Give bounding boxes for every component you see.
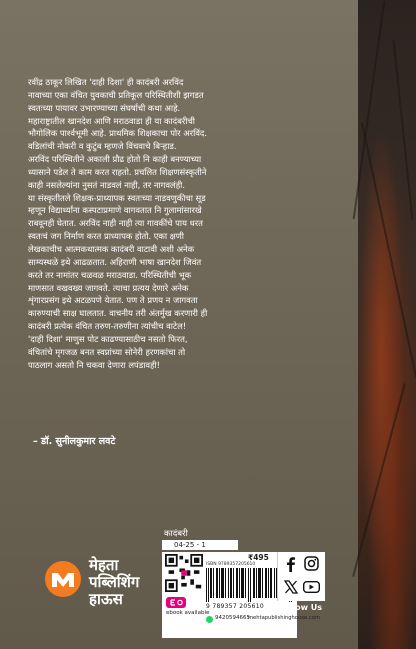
cover-spine-artwork bbox=[358, 0, 416, 649]
follow-us-label: Follow Us bbox=[279, 603, 323, 612]
publisher-name-line: हाऊस bbox=[89, 590, 123, 608]
blurb-line: लेखकाचीच आत्मकथात्मक कादंबरी वाटावी अशी अनेक bbox=[28, 243, 195, 254]
whatsapp-icon bbox=[206, 616, 213, 623]
price-label: ₹495 bbox=[248, 553, 269, 562]
blurb-line: माणसात वखवख्य जागवते. त्याचा प्रत्यय देणारे अनेक bbox=[28, 282, 189, 293]
blurb-line: म्हणून विद्यार्थ्यांना कस्पटाप्रमाणे वागवतात नि गुलामांसारखे bbox=[28, 205, 202, 216]
blurb-line: पाठलाग असतो नि चकवा देणारा लपंडावही! bbox=[28, 359, 161, 370]
blurb-line: स्वतःचं जग निर्माण करत प्राध्यापक होतो. एका क्षणी bbox=[28, 231, 184, 242]
blurb-line: कादंबरी प्रत्येक वंचित तरुण-तरुणीना त्यांचीच वाटेल! bbox=[28, 321, 187, 332]
blurb-line: वंचितांचे मृगजळ बनत स्वप्नांच्या सोनेरी हरणकांचा तो bbox=[28, 346, 186, 357]
isbn-number: 9 789357 205610 bbox=[206, 603, 264, 610]
blurb-line: या संस्कृतीतले शिक्षक-प्राध्यापक स्वतःच्या नाडवणुकीचा सूड bbox=[28, 192, 206, 203]
blurb-line: शृंगारप्रसंग इथे अटळपणे येतात. पण ते प्रणय न जागवता bbox=[28, 295, 198, 306]
print-code: 04-25 - 1 bbox=[162, 540, 238, 550]
phone-number: 9420594665 bbox=[215, 615, 250, 621]
social-icons-panel bbox=[277, 552, 325, 601]
qr-code-icon bbox=[165, 554, 203, 592]
blurb-line: राबवूनही घेतात. अरविंद नाही नाही त्या गावकींचे पाय धरत bbox=[28, 218, 203, 229]
blurb-line: काही नसलेल्यांना नुसतं नाडवलं नाही, तर नागवलंही. bbox=[28, 179, 186, 190]
isbn-text: ISBN 9789357205610 bbox=[206, 562, 256, 567]
genre-label: कादंबरी bbox=[164, 529, 188, 539]
blurb-line: साम्यस्थळे इथे आढळतात. अहिराणी भाषा खानदेश जिवंत bbox=[28, 256, 202, 267]
blurb-line: 'दाही दिशा' माणुस पोट काढण्यासाठीच नसतो फिरत, bbox=[28, 333, 188, 344]
blurb-line: वडिलांची नोकरी व कुटुंब म्हणजे विंचवाचे बिऱ्हाड. bbox=[28, 141, 177, 152]
x-icon[interactable] bbox=[284, 580, 298, 594]
blurb-line: ध्यासाने पडेल ते काम करत राहतो. प्रचलित शिक्षणसंस्कृतीने bbox=[28, 166, 207, 177]
publisher-logo-icon bbox=[43, 560, 83, 600]
blurb-line: कारुण्याची साक्ष घालतात. वाचनीय तरी अंतर्मुख करणारी ही bbox=[28, 308, 208, 319]
blurb-line: महाराष्ट्रातील खानदेश आणि मराठवाडा ही या कादंबरीची bbox=[28, 115, 195, 126]
facebook-icon[interactable] bbox=[284, 556, 298, 572]
blurb-line: नावाच्या एका वंचित युवकाची प्रतिकूल परिस्थितीशी झगडत bbox=[28, 89, 204, 100]
blurb-line: भौगोलिक पार्श्वभूमी आहे. प्राथमिक शिक्षकाचा पोर अरविंद. bbox=[28, 128, 208, 139]
blurb-line: रवींद्र ठाकूर लिखित 'दाही दिशा' ही कादंबरी अरविंद bbox=[28, 77, 184, 87]
ebook-icon bbox=[166, 597, 186, 608]
website-url: mehtapublishinghouse.com bbox=[248, 615, 320, 621]
blurb-line: करते तर नामांतर चळवळ मराठवाडा. परिस्थितीची भूक bbox=[28, 269, 192, 280]
blurb-line: स्वतःच्या पायावर उभारण्याच्या संघर्षाची कथा आहे. bbox=[28, 102, 181, 113]
publisher-name bbox=[89, 557, 139, 608]
publisher-name-line: मेहता bbox=[89, 556, 119, 574]
publisher-name-line: पब्लिशिंग bbox=[89, 573, 140, 591]
blurb-line: अरविंद परिस्थितीने अकाली प्रौढ होतो नि काही बनण्याच्या bbox=[28, 154, 202, 165]
author-signature: – डॉ. सुनीलकुमार लवटे bbox=[33, 436, 116, 447]
blurb-text bbox=[28, 76, 344, 371]
instagram-icon[interactable] bbox=[304, 556, 319, 571]
youtube-icon[interactable] bbox=[303, 581, 320, 593]
ebook-label: ebook available bbox=[166, 610, 210, 616]
